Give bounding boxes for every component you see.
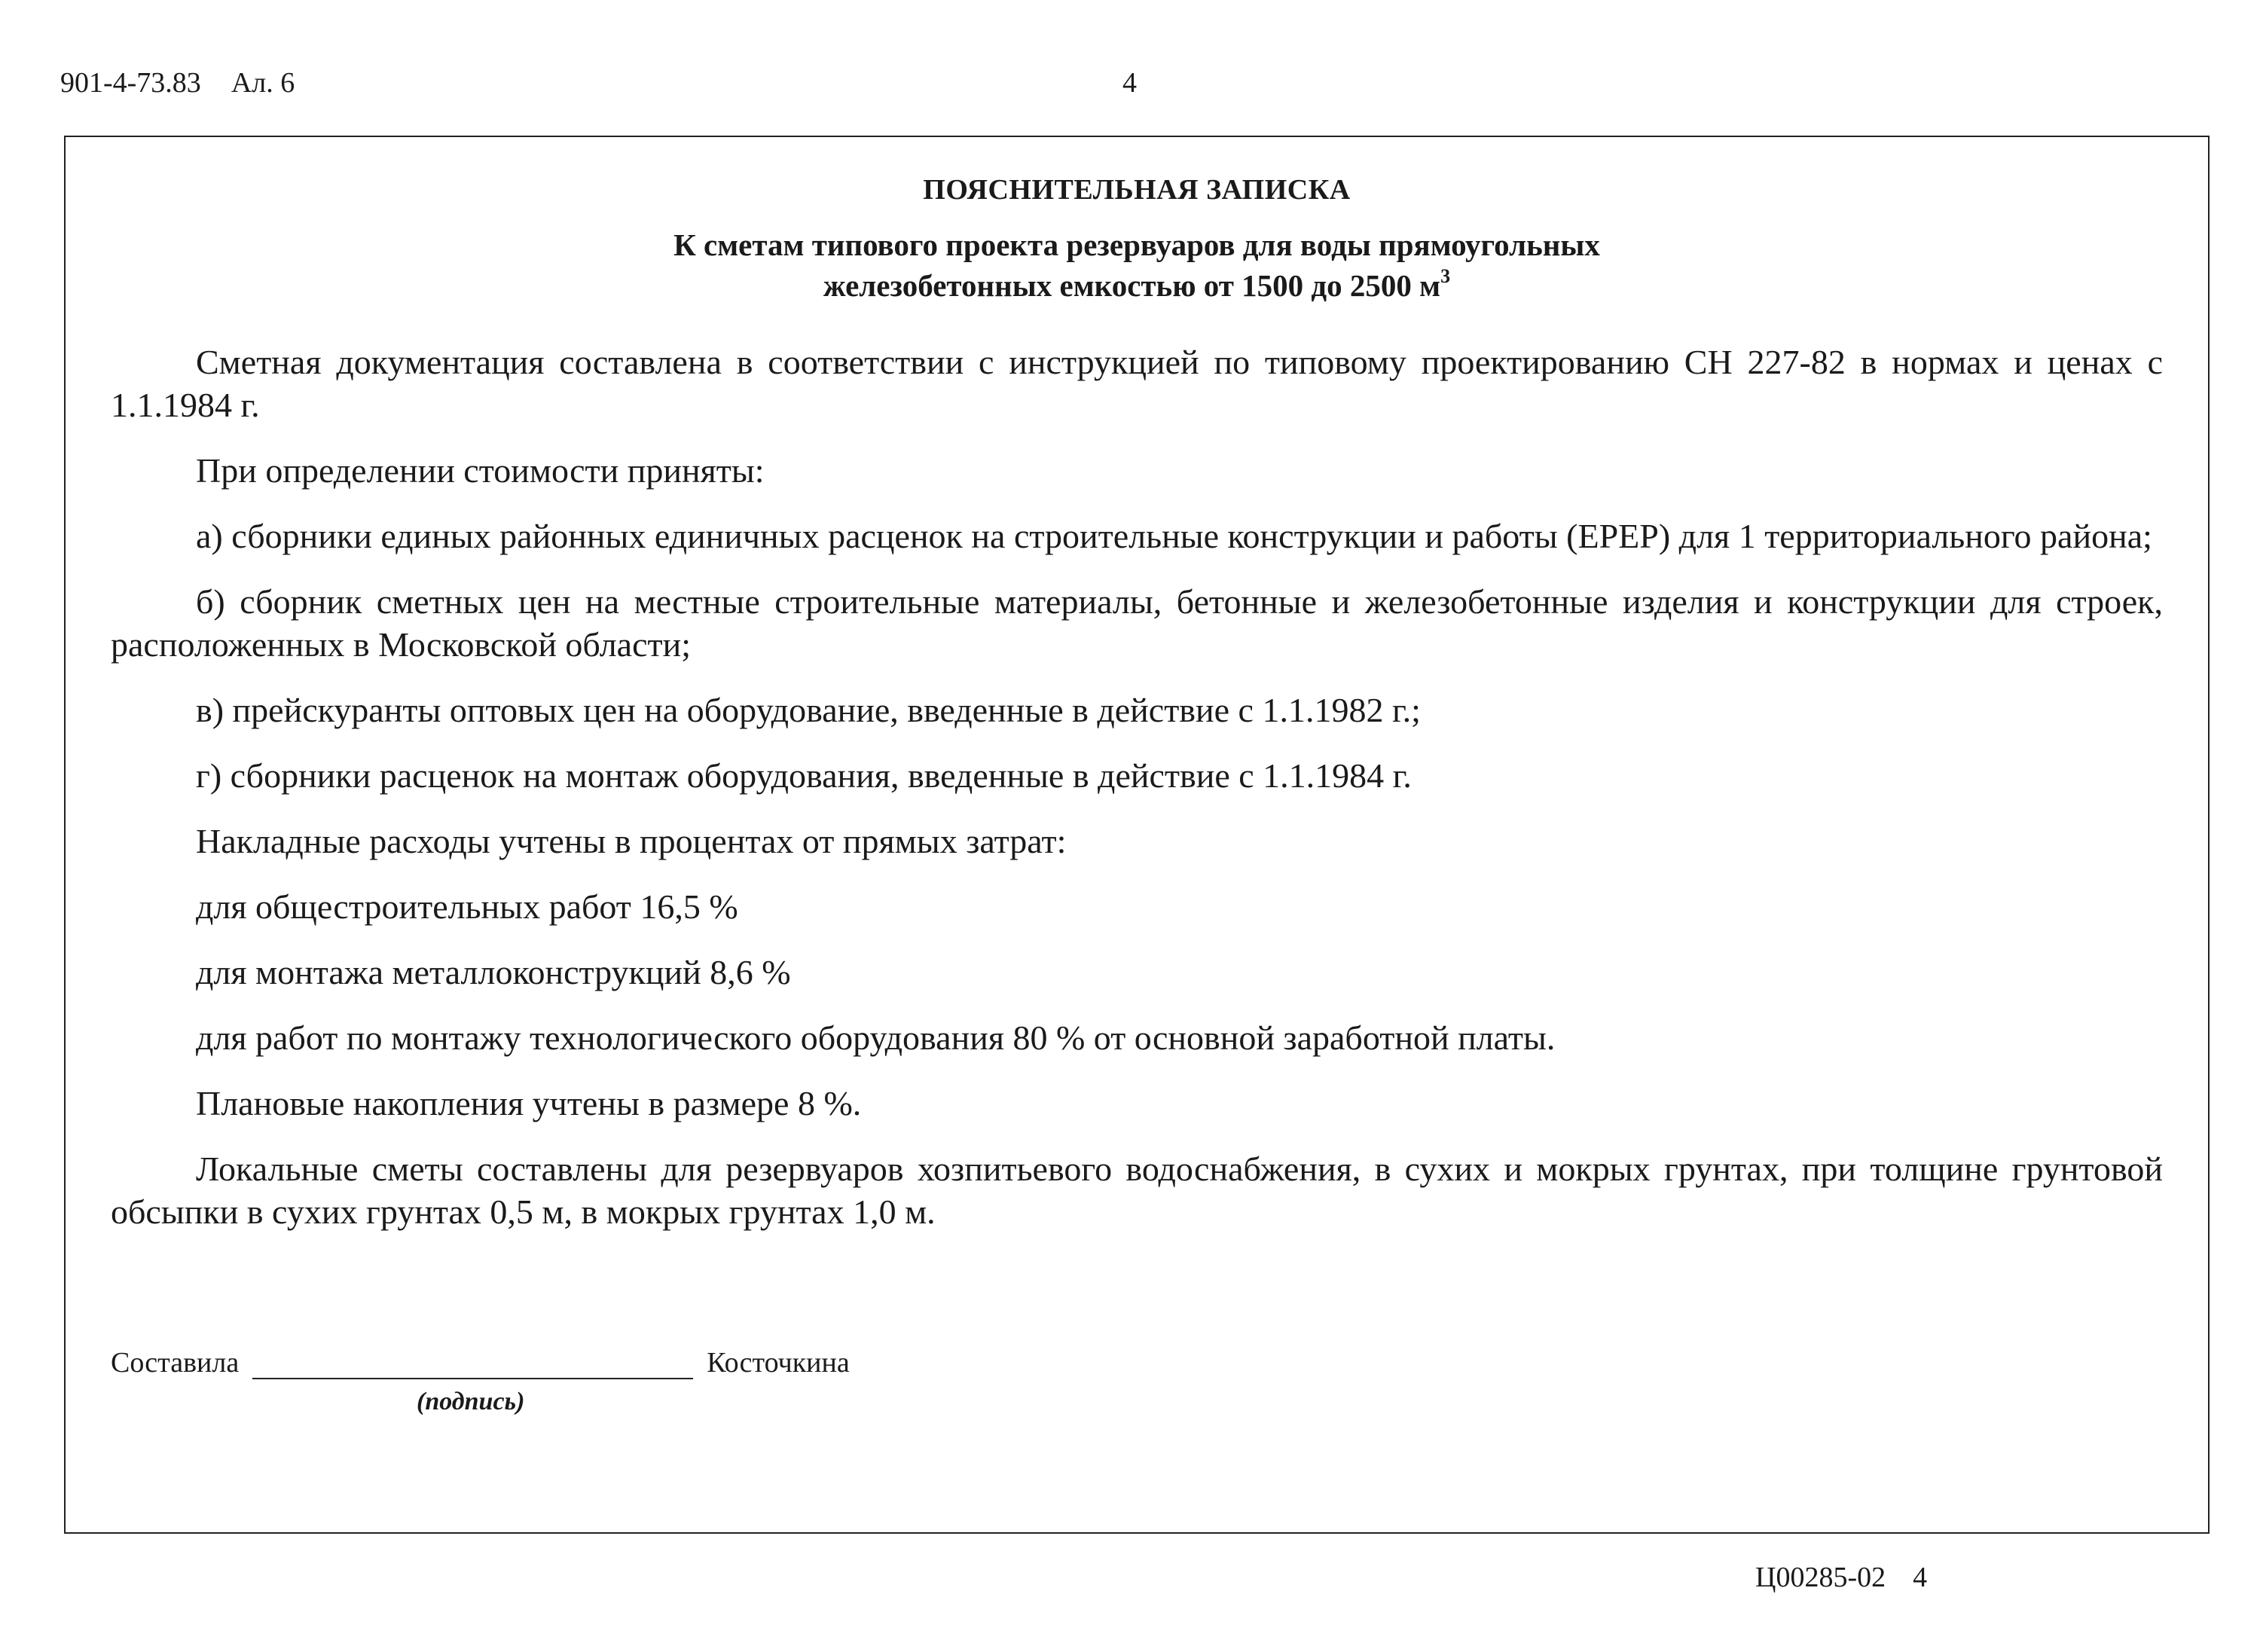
signature-caption: (подпись) <box>417 1388 525 1415</box>
paragraph-documentation: Сметная документация составлена в соответствии с инструкцией по типовому проектированию СН 227-82 в нормах и ценах с 1.1.1984 г. <box>111 343 2163 424</box>
paragraph-item-a: а) сборники единых районных единичных расценок на строительные конструкции и работы (ЕРЕР) для 1 территориального района; <box>196 517 2152 555</box>
paragraph-local-estimates: Локальные сметы составлены для резервуаров хозпитьевого водоснабжения, в сухих и мокрых грунтах, при толщине грунтовой обсыпки в сухих грунтах 0,5 м, в мокрых грунтах 1,0 м. <box>111 1150 2163 1231</box>
signature-row <box>111 1346 850 1379</box>
document-number: 901-4-73.83 <box>60 67 201 99</box>
paragraph-item-b: б) сборник сметных цен на местные строительные материалы, бетонные и железобетонные изделия и конструкции для строек, расположенных в Московской области; <box>111 582 2163 664</box>
subtitle-line-1: К сметам типового проекта резервуаров для воды прямоугольных <box>673 227 1600 262</box>
footer <box>1755 1561 1927 1594</box>
footer-code: Ц00285-02 <box>1755 1562 1886 1593</box>
paragraph-cost-basis: При определении стоимости приняты: <box>196 451 765 490</box>
paragraph-overhead-equipment: для работ по монтажу технологического оборудования 80 % от основной заработной платы. <box>196 1018 1556 1057</box>
paragraph-overhead-general: для общестроительных работ 16,5 % <box>196 887 738 926</box>
signatory-name: Косточкина <box>707 1347 850 1379</box>
note-frame <box>64 136 2210 1534</box>
note-title: ПОЯСНИТЕЛЬНАЯ ЗАПИСКА <box>923 174 1351 206</box>
sheet-label: Ал. 6 <box>231 67 295 99</box>
paragraph-item-d: г) сборники расценок на монтаж оборудования, введенные в действие с 1.1.1984 г. <box>196 756 1412 795</box>
document-header <box>60 66 295 99</box>
paragraph-overhead-metal: для монтажа металлоконструкций 8,6 % <box>196 953 791 991</box>
paragraph-planned-savings: Плановые накопления учтены в размере 8 %. <box>196 1084 862 1122</box>
page-number: 4 <box>1122 67 1137 99</box>
note-subtitle <box>66 224 2208 306</box>
note-body <box>111 340 2163 1256</box>
paragraph-overheads: Накладные расходы учтены в процентах от прямых затрат: <box>196 822 1067 860</box>
subtitle-line-2 <box>66 265 2208 306</box>
paragraph-item-c: в) прейскуранты оптовых цен на оборудование, введенные в действие с 1.1.1982 г.; <box>196 691 1421 729</box>
signature-label: Составила <box>111 1347 240 1379</box>
footer-page-number: 4 <box>1913 1562 1928 1593</box>
subtitle-superscript: 3 <box>1440 265 1451 287</box>
subtitle-line-2-text: железобетонных емкостью от 1500 до 2500 м <box>823 268 1441 303</box>
signature-line <box>252 1354 693 1379</box>
